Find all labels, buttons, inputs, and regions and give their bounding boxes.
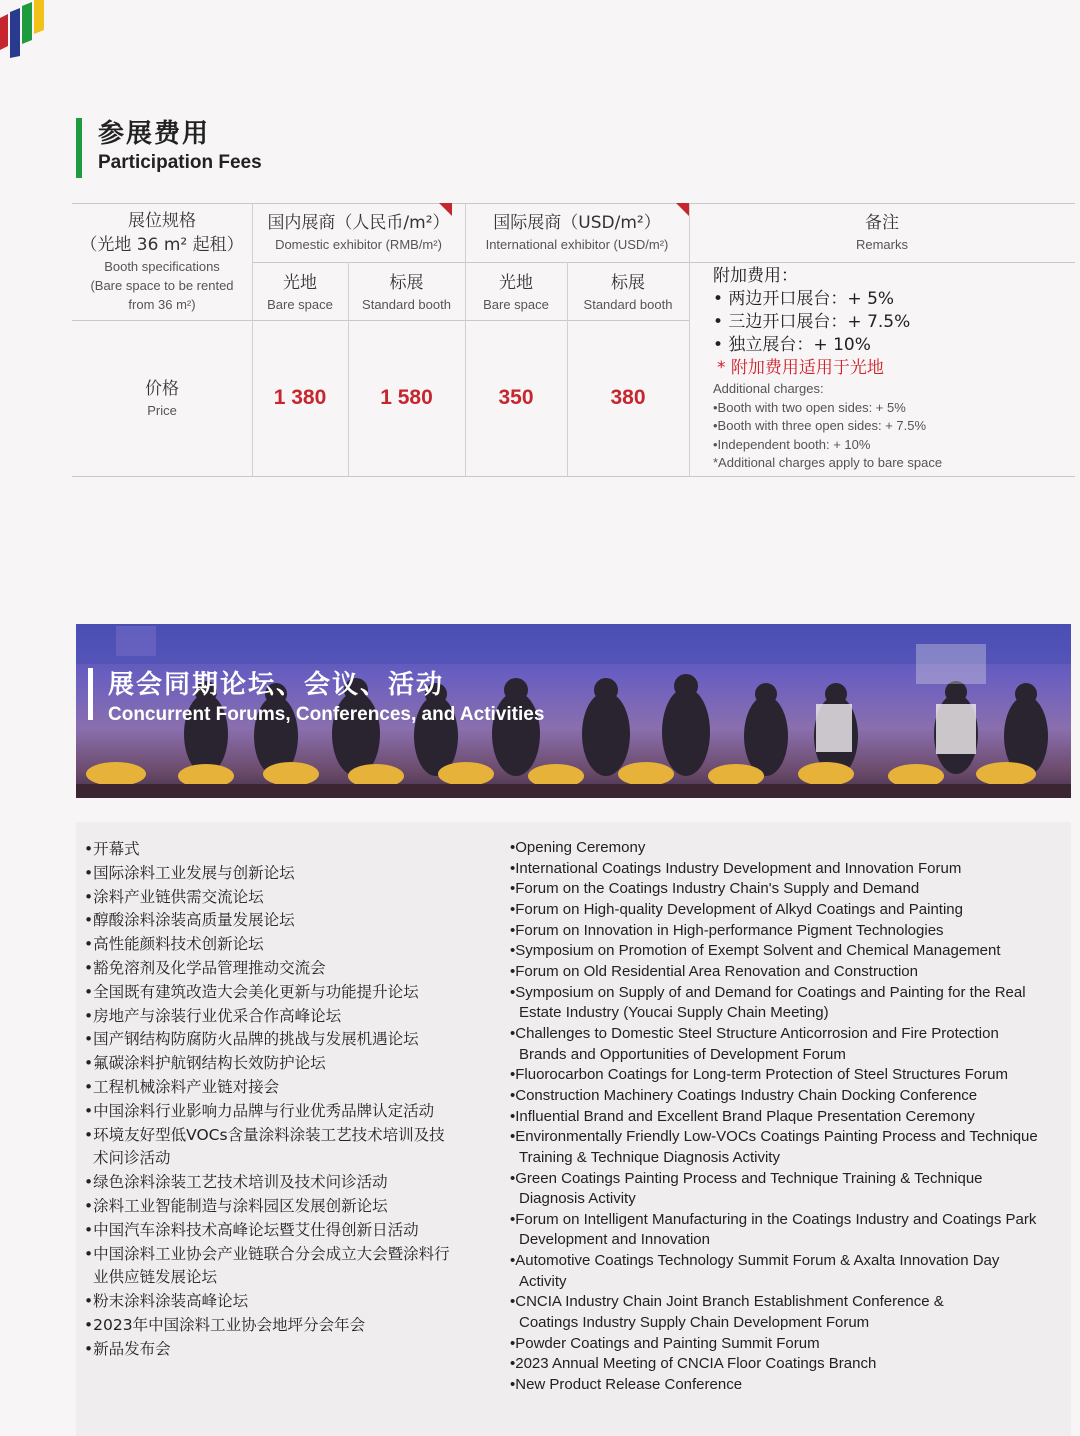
list-item: •Forum on High-quality Development of Alkyd Coatings and Painting (510, 900, 963, 918)
remarks-zh: 备注 (865, 213, 899, 233)
list-item: •国际涂料工业发展与创新论坛 (84, 863, 295, 882)
remarks-line: • 独立展台：+ 10% (713, 335, 871, 355)
price-domestic-standard: 1 580 (380, 386, 433, 409)
list-item: •Construction Machinery Coatings Industry Chain Docking Conference (510, 1086, 978, 1104)
list-item: •Automotive Coatings Technology Summit Forum & Axalta Innovation Day (510, 1252, 1000, 1270)
domestic-zh: 国内展商（人民币/m²） (267, 213, 450, 233)
list-item: •Challenges to Domestic Steel Structure Anticorrosion and Fire Protection (510, 1024, 999, 1042)
list-item: •Green Coatings Painting Process and Technique Training & Technique (510, 1169, 983, 1187)
bare-en: Bare space (483, 297, 549, 312)
list-item: •开幕式 (84, 840, 140, 858)
forums-banner (76, 624, 1071, 798)
fees-section-title (76, 118, 262, 178)
std-zh: 标展 (611, 273, 645, 293)
banner-accent-bar (88, 668, 93, 720)
price-zh: 价格 (145, 379, 179, 399)
list-item: •涂料工业智能制造与涂料园区发展创新论坛 (84, 1196, 388, 1215)
spec-header (72, 209, 252, 314)
list-item: •International Coatings Industry Development and Innovation Forum (510, 859, 962, 877)
remarks-note-en: *Additional charges apply to bare space (713, 455, 943, 470)
list-item: •高性能颜料技术创新论坛 (84, 935, 264, 954)
price-en: Price (147, 403, 177, 418)
sub-header-bare-intl (465, 271, 567, 314)
list-item: Diagnosis Activity (519, 1190, 636, 1208)
price-intl-standard: 380 (610, 386, 646, 409)
spec-en1: Booth specifications (104, 259, 220, 274)
list-item: •2023年中国涂料工业协会地坪分会年会 (84, 1315, 366, 1334)
bare-zh: 光地 (283, 273, 317, 293)
list-item: 业供应链发展论坛 (93, 1268, 218, 1287)
list-item: •Symposium on Promotion of Exempt Solvent and Chemical Management (510, 942, 1001, 960)
brand-logo (0, 0, 48, 60)
fees-table (72, 203, 1075, 477)
remarks-en: Remarks (855, 237, 908, 252)
list-item: Estate Industry (Youcai Supply Chain Meeting) (519, 1004, 829, 1022)
list-item: •中国涂料工业协会产业链联合分会成立大会暨涂料行 (84, 1244, 450, 1263)
intl-zh: 国际展商（USD/m²） (493, 213, 661, 233)
list-item: •Forum on Old Residential Area Renovation and Construction (510, 962, 918, 980)
bare-en: Bare space (267, 297, 333, 312)
spec-en3: from 36 m²) (128, 297, 196, 312)
remarks-note-zh: * 附加费用适用于光地 (717, 358, 884, 378)
remarks-line: • 三边开口展台：+ 7.5% (713, 312, 911, 332)
list-item: •Forum on Innovation in High-performance Pigment Technologies (510, 921, 944, 939)
list-item: •Forum on Intelligent Manufacturing in the Coatings Industry and Coatings Park (510, 1210, 1037, 1228)
list-item: •中国汽车涂料技术高峰论坛暨艾仕得创新日活动 (84, 1220, 419, 1239)
spec-row-rule (72, 320, 252, 321)
fees-title-zh: 参展费用 (98, 119, 211, 149)
intl-header (465, 211, 689, 254)
list-item: •醇酸涂料涂装高质量发展论坛 (84, 911, 295, 930)
remarks-head-zh: 附加费用： (713, 266, 798, 286)
remarks-head-en: Additional charges: (713, 381, 824, 396)
std-zh: 标展 (389, 273, 424, 293)
list-item: Development and Innovation (519, 1231, 710, 1249)
list-item: •New Product Release Conference (510, 1376, 743, 1394)
std-en: Standard booth (583, 297, 673, 312)
table-top-rule (72, 203, 1075, 204)
list-item: Activity (519, 1272, 567, 1290)
list-item: •氟碳涂料护航钢结构长效防护论坛 (84, 1054, 326, 1073)
std-en: Standard booth (362, 297, 451, 312)
list-item: •粉末涂料涂装高峰论坛 (84, 1292, 249, 1311)
price-domestic-bare: 1 380 (273, 386, 327, 409)
list-item: •Symposium on Supply of and Demand for Coatings and Painting for the Real (510, 983, 1026, 1001)
sub-row-rule (252, 320, 689, 321)
list-item: •豁免溶剂及化学品管理推动交流会 (84, 958, 326, 977)
forums-list-zh (84, 838, 484, 1362)
list-item: •Influential Brand and Excellent Brand Plaque Presentation Ceremony (510, 1107, 975, 1125)
price-intl-bare: 350 (498, 386, 534, 409)
forums-title-en: Concurrent Forums, Conferences, and Activities (108, 704, 545, 725)
list-item: •绿色涂料涂装工艺技术培训及技术问诊活动 (84, 1173, 388, 1192)
sub-header-bare-domestic (252, 271, 348, 314)
list-item: •工程机械涂料产业链对接会 (84, 1077, 280, 1096)
bare-zh: 光地 (499, 273, 533, 293)
spec-zh: 展位规格 (128, 211, 196, 231)
list-item: Coatings Industry Supply Chain Development Forum (519, 1314, 870, 1332)
list-item: •CNCIA Industry Chain Joint Branch Establishment Conference & (510, 1293, 944, 1311)
list-item: •2023 Annual Meeting of CNCIA Floor Coatings Branch (510, 1355, 877, 1373)
forums-title-zh: 展会同期论坛、会议、活动 (108, 670, 445, 700)
domestic-en: Domestic exhibitor (RMB/m²) (275, 237, 442, 252)
spec-zh2: （光地 36 m² 起租） (80, 235, 244, 255)
remarks-line: • 两边开口展台：+ 5% (713, 289, 895, 309)
remarks-header-rule (689, 262, 1075, 263)
domestic-header (252, 211, 465, 254)
list-item: •国产钢结构防腐防火品牌的挑战与发展机遇论坛 (84, 1030, 419, 1049)
forums-lists (76, 822, 1071, 1436)
list-item: 术问诊活动 (93, 1149, 171, 1168)
list-item: •房地产与涂装行业优采合作高峰论坛 (84, 1006, 342, 1025)
intl-en: International exhibitor (USD/m²) (485, 237, 669, 252)
fees-title-en: Participation Fees (98, 152, 262, 173)
list-item: Training & Technique Diagnosis Activity (519, 1148, 780, 1166)
list-item: •Forum on the Coatings Industry Chain's Supply and Demand (510, 880, 920, 898)
list-item: •Environmentally Friendly Low-VOCs Coatings Painting Process and Technique (510, 1128, 1038, 1146)
remarks-line-en: •Independent booth: + 10% (713, 436, 871, 452)
list-item: •Powder Coatings and Painting Summit Forum (510, 1334, 820, 1352)
spec-en2: (Bare space to be rented (90, 278, 234, 293)
list-item: Brands and Opportunities of Development Forum (519, 1045, 846, 1063)
sub-header-std-domestic (348, 271, 465, 314)
forums-list-en (510, 838, 1066, 1396)
header-sub-rule (252, 262, 689, 263)
list-item: •涂料产业链供需交流论坛 (84, 887, 264, 906)
sub-header-std-intl (567, 271, 689, 314)
remarks-line-en: •Booth with two open sides: + 5% (713, 399, 906, 415)
list-item: •Opening Ceremony (510, 839, 646, 856)
remarks-body (713, 265, 1073, 473)
list-item: •新品发布会 (84, 1339, 171, 1358)
list-item: •全国既有建筑改造大会美化更新与功能提升论坛 (84, 982, 419, 1001)
remarks-line-en: •Booth with three open sides: + 7.5% (713, 418, 927, 433)
table-bottom-rule (72, 476, 1075, 477)
list-item: •环境友好型低VOCs含量涂料涂装工艺技术培训及技 (84, 1125, 445, 1144)
price-label (72, 377, 252, 420)
remarks-header (689, 211, 1075, 254)
list-item: •Fluorocarbon Coatings for Long-term Protection of Steel Structures Forum (510, 1066, 1008, 1084)
list-item: •中国涂料行业影响力品牌与行业优秀品牌认定活动 (84, 1101, 435, 1120)
